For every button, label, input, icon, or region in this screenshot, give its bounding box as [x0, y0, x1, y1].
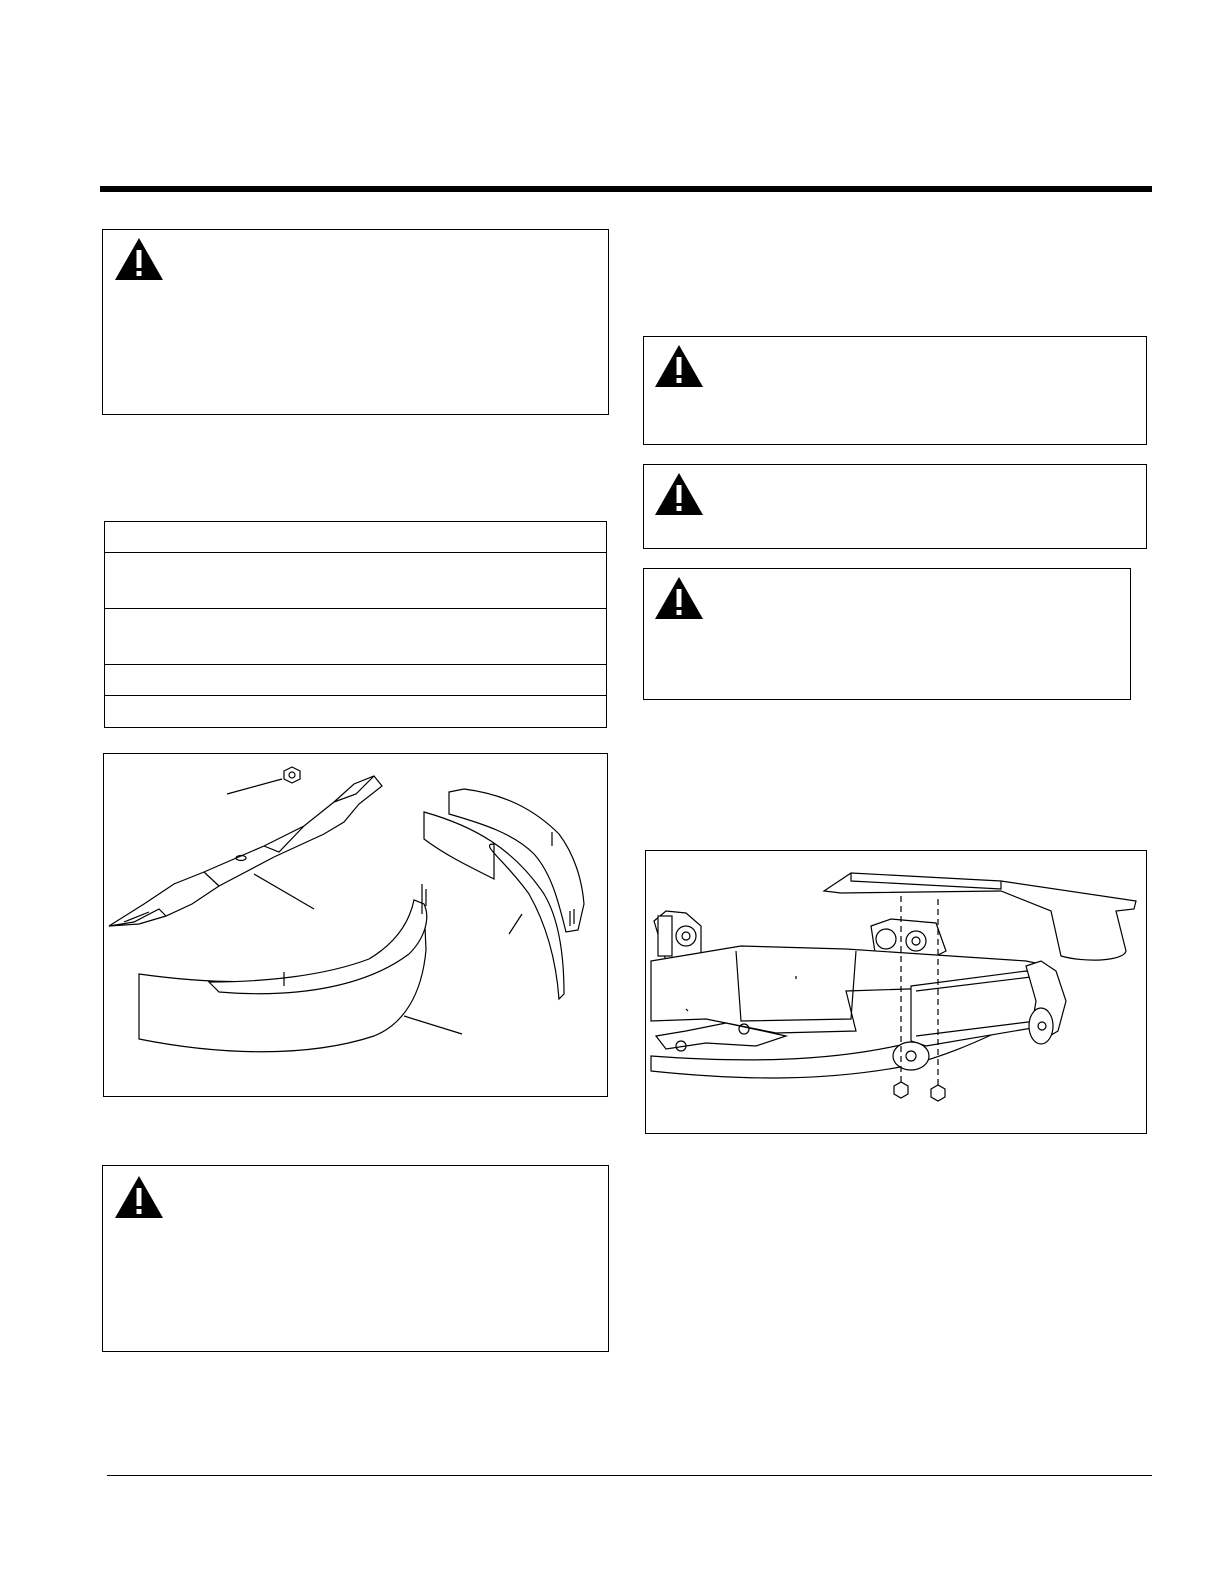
warning-triangle-icon — [653, 575, 705, 621]
nut-icon — [227, 767, 300, 794]
nut-icon — [894, 1082, 945, 1101]
wheel-icon — [893, 1042, 929, 1070]
bottom-rule — [107, 1475, 1152, 1476]
warning-triangle-icon — [113, 236, 165, 282]
table-row — [105, 522, 606, 553]
warning-box-2 — [102, 1165, 609, 1352]
warning-box-4 — [643, 464, 1147, 549]
table-row — [105, 665, 606, 696]
blade-icon — [109, 776, 382, 926]
table-row — [105, 609, 606, 665]
table-row — [105, 553, 606, 609]
warning-box-5 — [643, 568, 1131, 700]
warning-triangle-icon — [113, 1174, 165, 1220]
top-rule — [100, 186, 1152, 192]
blade-baffle-figure — [103, 753, 608, 1097]
warning-triangle-icon — [653, 343, 705, 389]
warning-triangle-icon — [653, 471, 705, 517]
baffle-front-icon — [139, 884, 462, 1052]
warning-box-3 — [643, 336, 1147, 445]
deck-figure — [645, 850, 1147, 1134]
baffle-side-icon — [424, 789, 584, 999]
warning-box-1 — [102, 229, 609, 415]
parts-table — [104, 521, 607, 728]
